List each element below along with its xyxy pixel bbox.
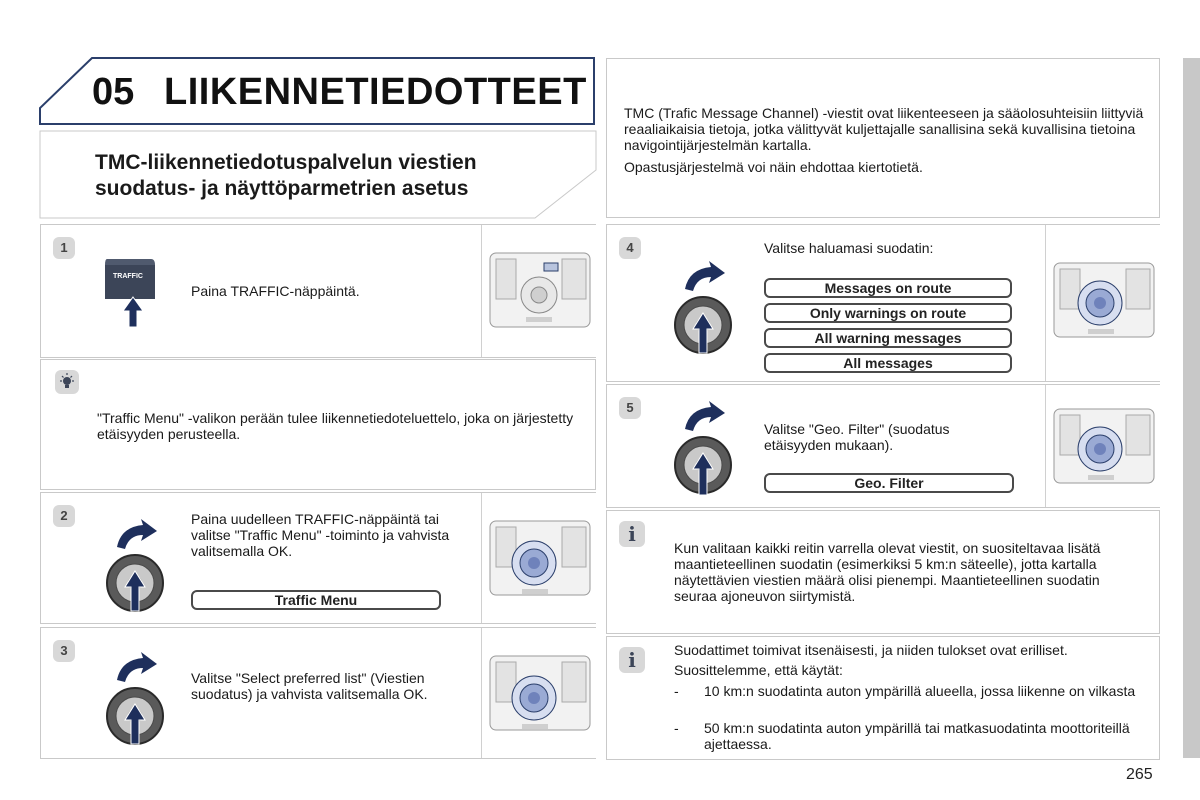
filter-option-messages-on-route[interactable]: Messages on route	[764, 278, 1012, 298]
step-3-box	[40, 627, 596, 759]
step-number: 3	[53, 640, 75, 662]
intro-box	[606, 58, 1160, 218]
bullet-dash: -	[674, 683, 679, 699]
page-number: 265	[1126, 766, 1153, 783]
bullet-dash: -	[674, 720, 679, 736]
info-icon: i	[619, 647, 645, 673]
radio-panel-icon	[481, 493, 596, 623]
control-knob-icon	[103, 640, 167, 748]
info-box-1	[606, 510, 1160, 634]
step-3-text: Valitse "Select preferred list" (Viestien suodatus) ja vahvista valitsemalla OK.	[191, 670, 428, 702]
section-title-line2: suodatus- ja näyttöparmetrien asetus	[95, 177, 469, 200]
filter-option-only-warnings-on-route[interactable]: Only warnings on route	[764, 303, 1012, 323]
step-4-text: Valitse haluamasi suodatin:	[764, 240, 934, 256]
step-number: 5	[619, 397, 641, 419]
tip-box	[40, 359, 596, 490]
control-knob-icon	[103, 507, 167, 615]
info-box-2	[606, 636, 1160, 760]
traffic-menu-button[interactable]: Traffic Menu	[191, 590, 441, 610]
filter-option-all-warning-messages[interactable]: All warning messages	[764, 328, 1012, 348]
step-4-box	[606, 224, 1160, 382]
lightbulb-icon	[55, 370, 79, 394]
radio-panel-icon	[1045, 385, 1160, 507]
step-5-text: Valitse "Geo. Filter" (suodatus etäisyyden mukaan).	[764, 421, 950, 453]
step-number: 1	[53, 237, 75, 259]
step-1-box	[40, 224, 596, 358]
info-2-bullet-1: 10 km:n suodatinta auton ympärillä alueella, jossa liikenne on vilkasta	[704, 683, 1136, 699]
intro-paragraph: TMC (Trafic Message Channel) -viestit ovat liikenteeseen ja sääolosuhteisiin liittyviä reaaliaikaisia tietoja, jotka välittyvät kuljettajalle sanallisina sekä kuvallisina tietoina navigointijärjestelmän kartalla.	[624, 105, 1144, 153]
tip-text: "Traffic Menu" -valikon perään tulee liikennetiedoteluettelo, joka on järjestetty etäisyyden perusteella.	[97, 410, 574, 442]
control-knob-icon	[671, 249, 735, 357]
info-2-line1: Suodattimet toimivat itsenäisesti, ja niiden tulokset ovat erilliset.	[674, 642, 1068, 658]
radio-panel-icon	[481, 225, 596, 357]
step-2-box	[40, 492, 596, 624]
geo-filter-button[interactable]: Geo. Filter	[764, 473, 1014, 493]
step-2-text: Paina uudelleen TRAFFIC-näppäintä tai valitse "Traffic Menu" -toiminto ja vahvista valitsemalla OK.	[191, 511, 450, 559]
chapter-number: 05	[92, 71, 135, 113]
traffic-key-icon	[101, 255, 161, 327]
filter-option-all-messages[interactable]: All messages	[764, 353, 1012, 373]
info-2-line2: Suosittelemme, että käytät:	[674, 662, 843, 678]
info-1-text: Kun valitaan kaikki reitin varrella olevat viestit, on suositeltavaa lisätä maantieteellinen suodatin (esimerkiksi 5 km:n säteelle), jotta kartalla näytettävien viestien määrä olisi pienempi. Maantieteellinen suodatin seuraa ajoneuvon siirtymistä.	[674, 540, 1101, 604]
step-1-text: Paina TRAFFIC-näppäintä.	[191, 283, 360, 299]
info-icon: i	[619, 521, 645, 547]
control-knob-icon	[671, 389, 735, 499]
chapter-tab-bar	[1183, 58, 1200, 758]
step-5-box	[606, 384, 1160, 508]
radio-panel-icon	[481, 628, 596, 758]
section-title-line1: TMC-liikennetiedotuspalvelun viestien	[95, 151, 477, 174]
step-number: 4	[619, 237, 641, 259]
intro-paragraph-2: Opastusjärjestelmä voi näin ehdottaa kiertotietä.	[624, 159, 923, 175]
radio-panel-icon	[1045, 225, 1160, 381]
chapter-title: LIIKENNETIEDOTTEET	[164, 71, 587, 113]
info-2-bullet-2: 50 km:n suodatinta auton ympärillä tai matkasuodatinta moottoriteillä ajettaessa.	[704, 720, 1130, 752]
traffic-key-label: TRAFFIC	[113, 273, 143, 280]
step-number: 2	[53, 505, 75, 527]
